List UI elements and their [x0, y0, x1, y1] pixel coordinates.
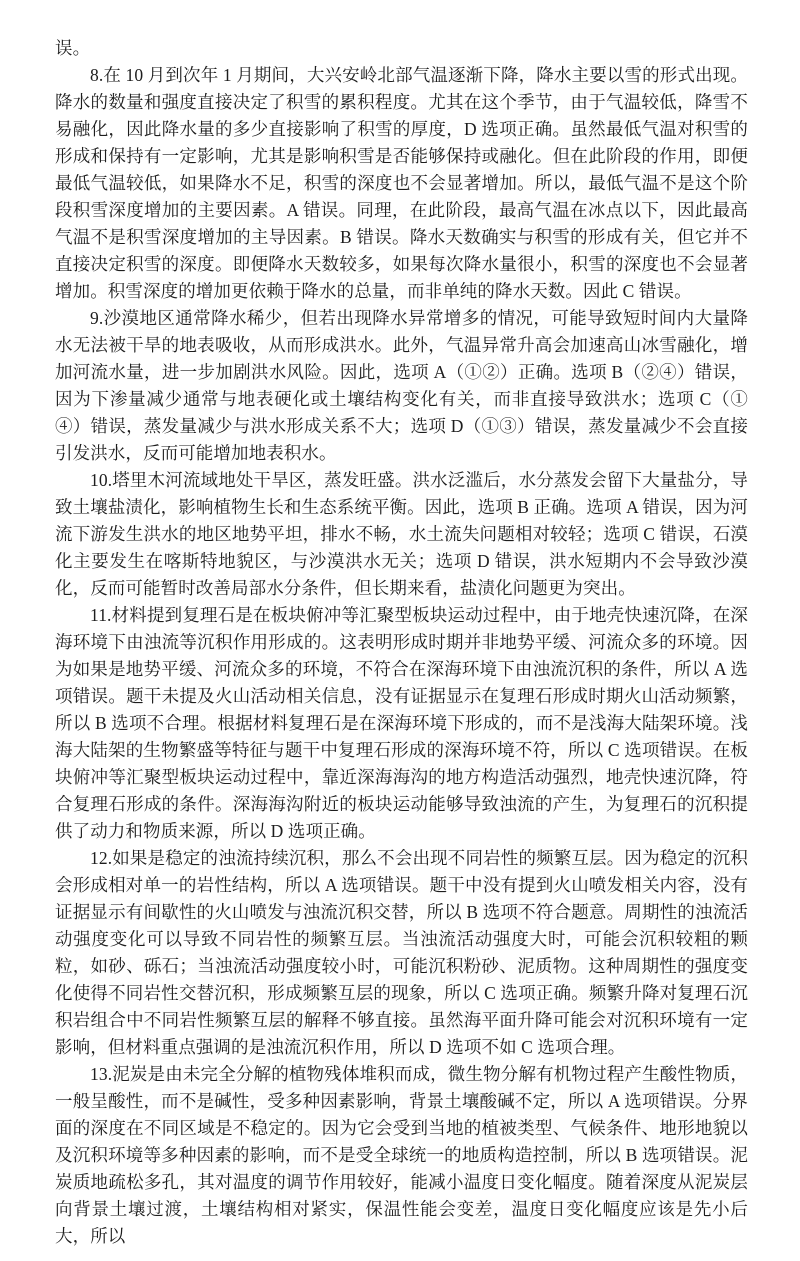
document-body — [55, 35, 748, 1250]
paragraph-continuation: 误。 — [55, 38, 91, 58]
paragraph-answer-11: 11.材料提到复理石是在板块俯冲等汇聚型板块运动过程中，由于地壳快速沉降，在深海环境下由浊流等沉积作用形成的。这表明形成时期并非地势平缓、河流众多的环境。因为如果是地势平缓、河流众多的环境，不符合在深海环境下由浊流沉积的条件，所以 A 选项错误。题干未提及火山活动相关信息，没有证据显示在复理石形成时期火山活动频繁，所以 B 选项不合理。根据材料复理石是在深海环境下形成的，而不是浅海大陆架环境。浅海大陆架的生物繁盛等特征与题干中复理石形成的深海环境不符，所以 C 选项错误。在板块俯冲等汇聚型板块运动过程中，靠近深海海沟的地方构造活动强烈，地壳快速沉降，符合复理石形成的条件。深海海沟附近的板块运动能够导致浊流的产生，为复理石的沉积提供了动力和物质来源，所以 D 选项正确。 — [55, 605, 748, 841]
paragraph-answer-8: 8.在 10 月到次年 1 月期间，大兴安岭北部气温逐渐下降，降水主要以雪的形式出现。降水的数量和强度直接决定了积雪的累积程度。尤其在这个季节，由于气温较低，降雪不易融化，因此降水量的多少直接影响了积雪的厚度，D 选项正确。虽然最低气温对积雪的形成和保持有一定影响，尤其是影响积雪是否能够保持或融化。但在此阶段的作用，即便最低气温较低，如果降水不足，积雪的深度也不会显著增加。所以，最低气温不是这个阶段积雪深度增加的主要因素。A 错误。同理，在此阶段，最高气温在冰点以下，因此最高气温不是积雪深度增加的主导因素。B 错误。降水天数确实与积雪的形成有关，但它并不直接决定积雪的深度。即便降水天数较多，如果每次降水量很小，积雪的深度也不会显著增加。积雪深度的增加更依赖于降水的总量，而非单纯的降水天数。因此 C 错误。 — [55, 65, 748, 301]
paragraph-answer-9: 9.沙漠地区通常降水稀少，但若出现降水异常增多的情况，可能导致短时间内大量降水无法被干旱的地表吸收，从而形成洪水。此外，气温异常升高会加速高山冰雪融化，增加河流水量，进一步加剧洪水风险。因此，选项 A（①②）正确。选项 B（②④）错误，因为下渗量减少通常与地表硬化或土壤结构变化有关，而非直接导致洪水；选项 C（①④）错误，蒸发量减少与洪水形成关系不大；选项 D（①③）错误，蒸发量减少不会直接引发洪水，反而可能增加地表积水。 — [55, 308, 748, 463]
paragraph-answer-12: 12.如果是稳定的浊流持续沉积，那么不会出现不同岩性的频繁互层。因为稳定的沉积会形成相对单一的岩性结构，所以 A 选项错误。题干中没有提到火山喷发相关内容，没有证据显示有间歇性的火山喷发与浊流沉积交替，所以 B 选项不符合题意。周期性的浊流活动强度变化可以导致不同岩性的频繁互层。当浊流活动强度大时，可能会沉积较粗的颗粒，如砂、砾石；当浊流活动强度较小时，可能沉积粉砂、泥质物。这种周期性的强度变化使得不同岩性交替沉积，形成频繁互层的现象，所以 C 选项正确。频繁升降对复理石沉积岩组合中不同岩性频繁互层的解释不够直接。虽然海平面升降可能会对沉积环境有一定影响，但材料重点强调的是浊流沉积作用，所以 D 选项不如 C 选项合理。 — [55, 848, 748, 1057]
paragraph-answer-13: 13.泥炭是由未完全分解的植物残体堆积而成，微生物分解有机物过程产生酸性物质，一般呈酸性，而不是碱性，受多种因素影响，背景土壤酸碱不定，所以 A 选项错误。分界面的深度在不同区域是不稳定的。因为它会受到当地的植被类型、气候条件、地形地貌以及沉积环境等多种因素的影响，而不是受全球统一的地质构造控制，所以 B 选项错误。泥炭质地疏松多孔，其对温度的调节作用较好，能减小温度日变化幅度。随着深度从泥炭层向背景土壤过渡，土壤结构相对紧实，保温性能会变差，温度日变化幅度应该是先小后大，所以 — [55, 1064, 748, 1246]
paragraph-answer-10: 10.塔里木河流域地处干旱区，蒸发旺盛。洪水泛滥后，水分蒸发会留下大量盐分，导致土壤盐渍化，影响植物生长和生态系统平衡。因此，选项 B 正确。选项 A 错误，因为河流下游发生洪水的地区地势平坦，排水不畅，水土流失问题相对较轻；选项 C 错误，石漠化主要发生在喀斯特地貌区，与沙漠洪水无关；选项 D 错误，洪水短期内不会导致沙漠化，反而可能暂时改善局部水分条件，但长期来看，盐渍化问题更为突出。 — [55, 470, 748, 598]
